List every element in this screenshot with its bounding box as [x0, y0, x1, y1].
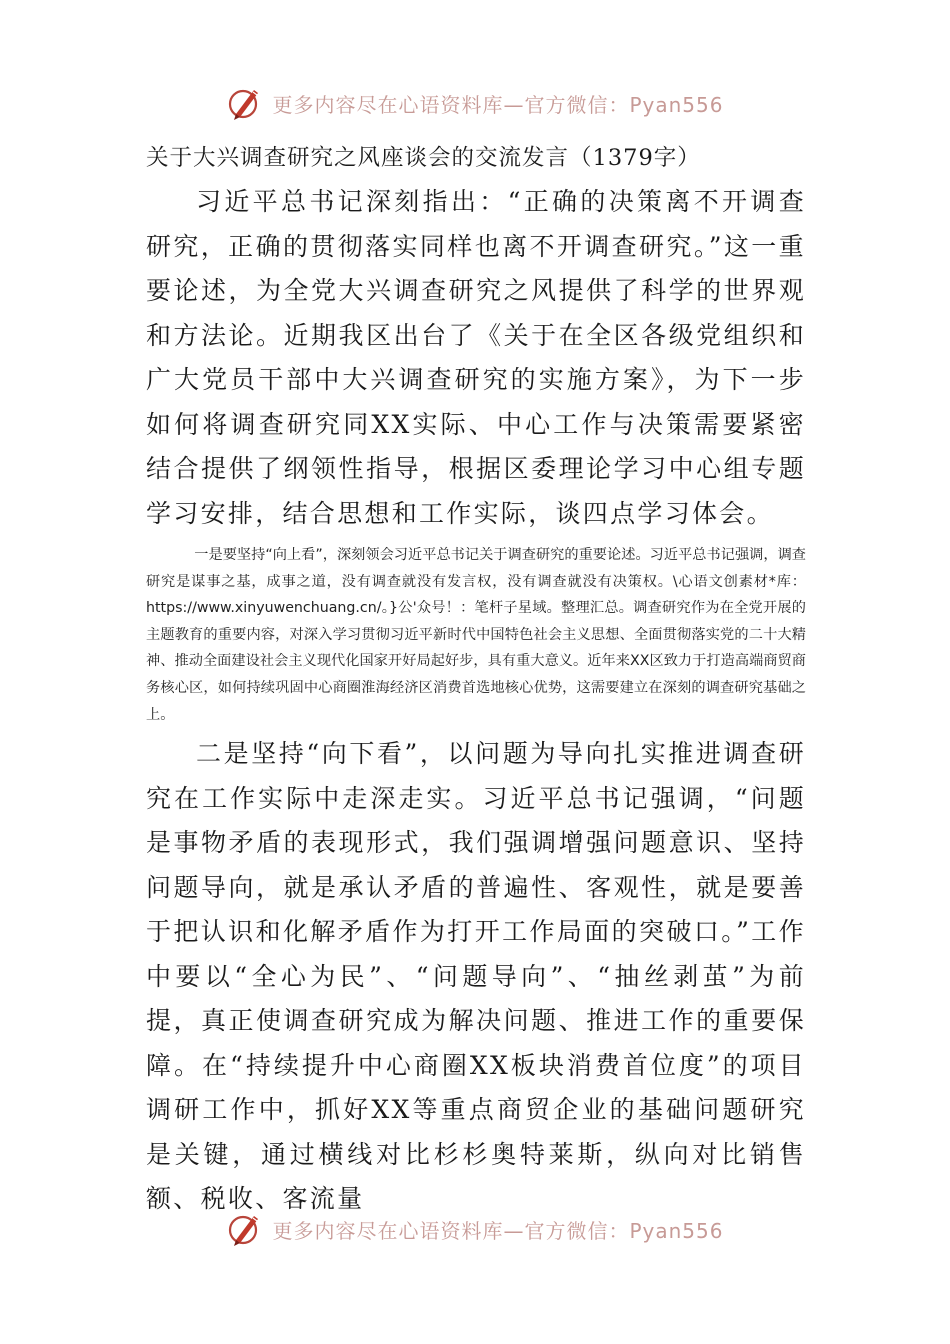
paragraph-point-one: 一是要坚持“向上看”，深刻领会习近平总书记关于调查研究的重要论述。习近平总书记强调，调查研究是谋事之基，成事之道，没有调查就没有发言权，没有调查就没有决策权。\心语文创素材*库：https://www.xinyuwenchuang.cn/。}公'众号！：笔杆子星域。整理汇总。调查研究作为在全党开展的主题教育的重要内容，对深入学习贯彻习近平新时代中国特色社会主义思想、全面贯彻落实党的二十大精神、推动全面建设社会主义现代化国家开好局起好步，具有重大意义。近年来XX区致力于打造高端商贸商务核心区，如何持续巩固中心商圈淮海经济区消费首选地核心优势，这需要建立在深刻的调查研究基础之上。: [146, 547, 806, 723]
paragraph-intro: 习近平总书记深刻指出：“正确的决策离不开调查研究，正确的贯彻落实同样也离不开调查研究。”这一重要论述，为全党大兴调查研究之风提供了科学的世界观和方法论。近期我区出台了《关于在全区各级党组织和广大党员干部中大兴调查研究的实施方案》，为下一步如何将调查研究同XX实际、中心工作与决策需要紧密结合提供了纲领性指导，根据区委理论学习中心组专题学习安排，结合思想和工作实际，谈四点学习体会。: [146, 187, 806, 528]
pen-circle-logo-icon: [226, 84, 264, 122]
footer-banner: [0, 1206, 950, 1252]
document-body: [146, 140, 806, 1222]
header-banner-text: 更多内容尽在心语资料库—官方微信：Pyan556: [272, 92, 724, 117]
pen-circle-logo-icon: [226, 1210, 264, 1248]
footer-banner-text: 更多内容尽在心语资料库—官方微信：Pyan556: [272, 1218, 724, 1243]
paragraph-point-two: 二是坚持“向下看”，以问题为导向扎实推进调查研究在工作实际中走深走实。习近平总书记强调，“问题是事物矛盾的表现形式，我们强调增强问题意识、坚持问题导向，就是承认矛盾的普遍性、客观性，就是要善于把认识和化解矛盾作为打开工作局面的突破口。”工作中要以“全心为民”、“问题导向”、“抽丝剥茧”为前提，真正使调查研究成为解决问题、推进工作的重要保障。在“持续提升中心商圈XX板块消费首位度”的项目调研工作中，抓好XX等重点商贸企业的基础问题研究是关键，通过横线对比杉杉奥特莱斯，纵向对比销售额、税收、客流量: [146, 739, 806, 1214]
header-banner: [0, 80, 950, 126]
document-title: 关于大兴调查研究之风座谈会的交流发言（1379字）: [146, 145, 701, 171]
